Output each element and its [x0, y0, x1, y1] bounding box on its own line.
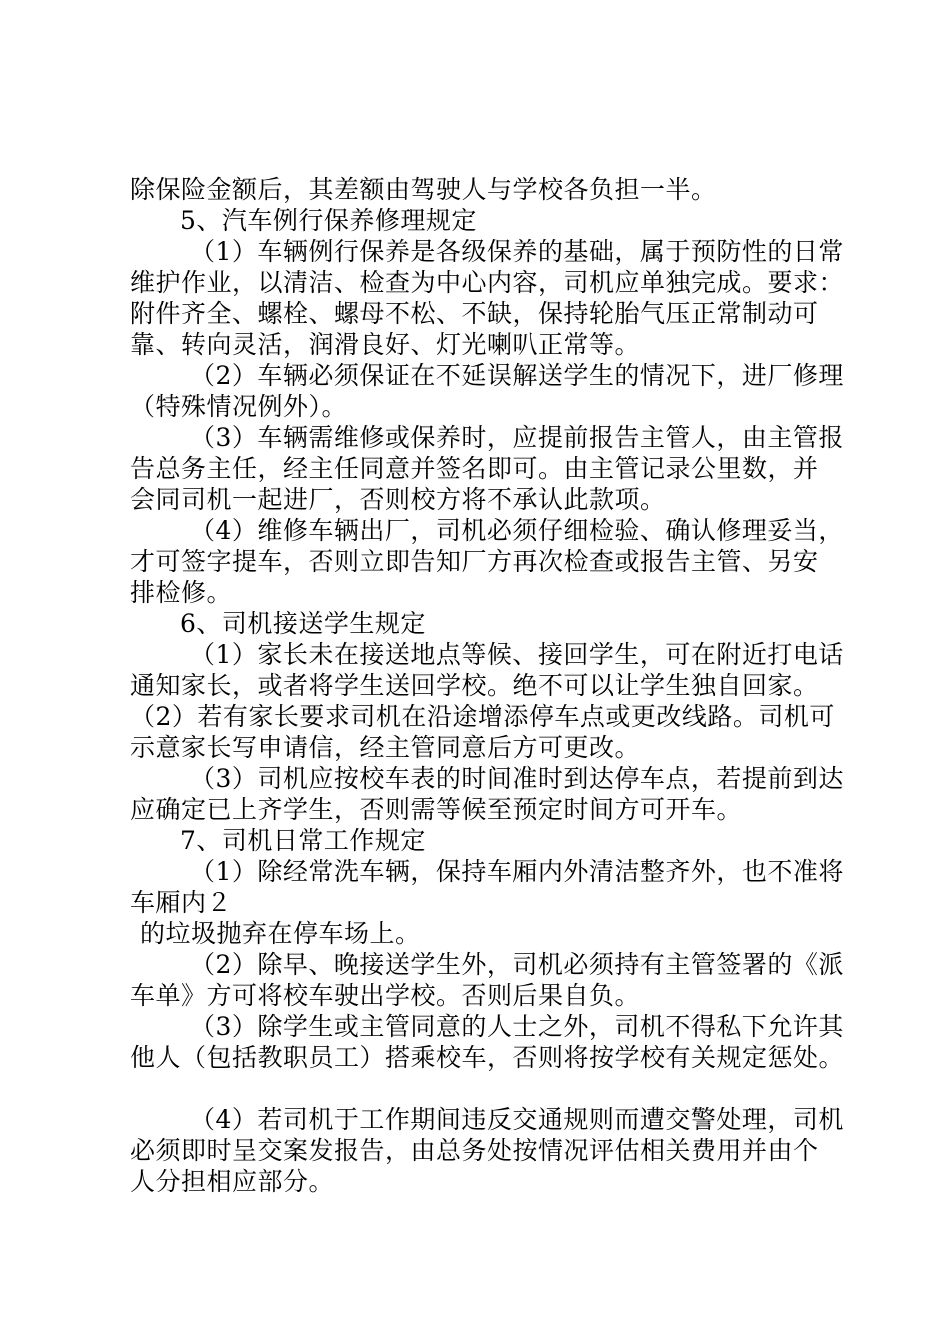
text-line: 才可签字提车，否则立即告知厂方再次检查或报告主管、另安 [130, 547, 819, 576]
text-line: 他人（包括教职员工）搭乘校车，否则将按学校有关规定惩处。 [130, 1043, 845, 1072]
text-line: 维护作业，以清洁、检查为中心内容，司机应单独完成。要求： [130, 268, 845, 297]
text-line: （特殊情况例外）。 [130, 392, 348, 421]
text-line: 通知家长，或者将学生送回学校。绝不可以让学生独自回家。 [130, 671, 819, 700]
text-line: 会同司机一起进厂，否则校方将不承认此款项。 [130, 485, 666, 514]
section-heading-5: 5、汽车例行保养修理规定 [180, 206, 477, 235]
text-line: （3）除学生或主管同意的人士之外，司机不得私下允许其 [190, 1012, 844, 1041]
text-line: （1）除经常洗车辆，保持车厢内外清洁整齐外，也不准将 [190, 857, 844, 886]
text-line: （1）家长未在接送地点等候、接回学生，可在附近打电话 [190, 640, 844, 669]
text-line: （3）司机应按校车表的时间准时到达停车点，若提前到达 [190, 764, 844, 793]
text-line: 靠、转向灵活，润滑良好、灯光喇叭正常等。 [130, 330, 641, 359]
section-heading-6: 6、司机接送学生规定 [180, 609, 426, 638]
text-line: 排检修。 [130, 578, 233, 607]
text-line: 的垃圾抛弃在停车场上。 [140, 919, 421, 948]
text-line: 车厢内２ [130, 888, 233, 917]
text-line: （4）维修车辆出厂，司机必须仔细检验、确认修理妥当， [190, 516, 844, 545]
text-line: 应确定已上齐学生，否则需等候至预定时间方可开车。 [130, 795, 743, 824]
document-page [130, 174, 850, 1197]
text-line: 附件齐全、螺栓、螺母不松、不缺，保持轮胎气压正常制动可 [130, 299, 819, 328]
text-line: 必须即时呈交案发报告，由总务处按情况评估相关费用并由个 [130, 1136, 819, 1165]
text-line: （3）车辆需维修或保养时，应提前报告主管人，由主管报 [190, 423, 844, 452]
text-line: （1）车辆例行保养是各级保养的基础，属于预防性的日常 [190, 237, 844, 266]
text-line: 示意家长写申请信，经主管同意后方可更改。 [130, 733, 641, 762]
blank-line [130, 1073, 850, 1104]
text-line: （2）若有家长要求司机在沿途增添停车点或更改线路。司机可 [130, 702, 835, 731]
text-line: 告总务主任，经主任同意并签名即可。由主管记录公里数，并 [130, 454, 819, 483]
section-heading-7: 7、司机日常工作规定 [180, 826, 426, 855]
text-line: 车单》方可将校车驶出学校。否则后果自负。 [130, 981, 641, 1010]
text-line: 人分担相应部分。 [130, 1167, 335, 1196]
text-line: （2）除早、晚接送学生外，司机必须持有主管签署的《派 [190, 950, 844, 979]
text-line: （4）若司机于工作期间违反交通规则而遭交警处理，司机 [190, 1105, 844, 1134]
text-line: 除保险金额后，其差额由驾驶人与学校各负担一半。 [130, 175, 717, 204]
text-line: （2）车辆必须保证在不延误解送学生的情况下，进厂修理 [190, 361, 844, 390]
